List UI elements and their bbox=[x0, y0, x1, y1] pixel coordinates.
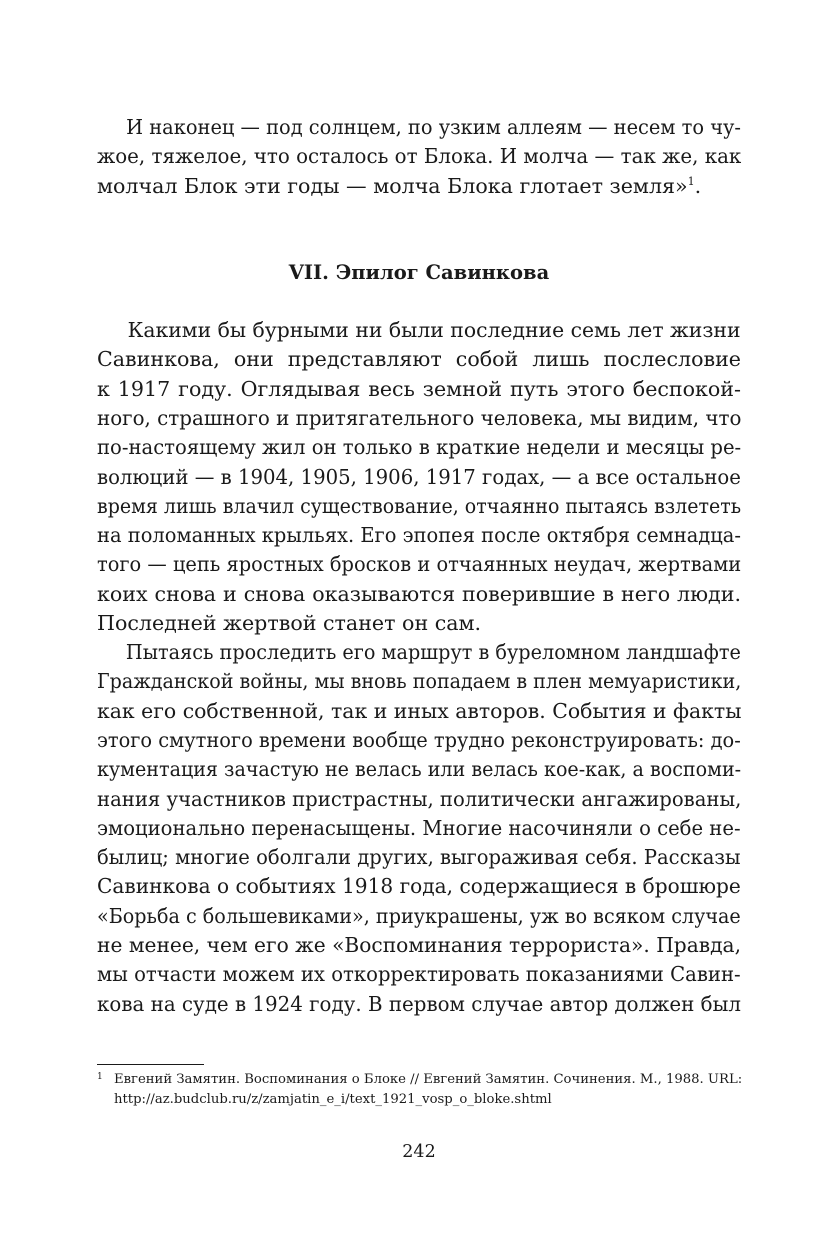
text-line: «Борьба с большевиками», приукрашены, уж во всяком случае bbox=[97, 903, 741, 928]
text-line: молчал Блок эти годы — молча Блока глотает земля» bbox=[97, 173, 688, 198]
text-line: коих снова и снова оказываются поверившие в него люди. bbox=[97, 581, 741, 606]
text-line: кументация зачастую не велась или велась кое-как, а воспоми- bbox=[97, 757, 742, 782]
text-line: жое, тяжелое, что осталось от Блока. И молча — так же, как bbox=[97, 144, 742, 169]
text-line: мы отчасти можем их откорректировать показаниями Савин- bbox=[97, 962, 741, 987]
section-heading: VII. Эпилог Савинкова bbox=[288, 261, 550, 284]
end-punctuation: . bbox=[694, 173, 702, 198]
text-line: к 1917 году. Оглядывая весь земной путь этого беспокой- bbox=[97, 376, 741, 401]
text-line: Гражданской войны, мы вновь попадаем в плен мемуаристики, bbox=[97, 669, 742, 694]
footnote-line bbox=[97, 1090, 741, 1110]
page-number: 242 bbox=[402, 1142, 436, 1162]
text-line: эмоционально перенасыщены. Многие насочиняли о себе не- bbox=[97, 815, 741, 840]
text-line: Последней жертвой станет он сам. bbox=[97, 611, 482, 635]
text-line: того — цепь яростных бросков и отчаянных неудач, жертвами bbox=[97, 552, 742, 577]
text-line: волюций — в 1904, 1905, 1906, 1917 годах, — а все остальное bbox=[97, 464, 741, 489]
footnote-text: Евгений Замятин. Воспоминания о Блоке // Евгений Замятин. Сочинения. М., 1988. URL: bbox=[114, 1072, 743, 1087]
footnote-line bbox=[97, 1070, 741, 1090]
footnote bbox=[97, 1070, 741, 1110]
text-line-with-footnote bbox=[97, 172, 741, 201]
text-line: нания участников пристрастны, политически ангажированы, bbox=[97, 786, 742, 811]
footnote-number: 1 bbox=[97, 1072, 103, 1082]
book-page bbox=[97, 0, 741, 1240]
text-line: И наконец — под солнцем, по узким аллеям — несем то чу- bbox=[126, 115, 741, 139]
text-line: ного, страшного и притягательного человека, мы видим, что bbox=[97, 405, 742, 430]
footnote-reference[interactable]: 1 bbox=[687, 174, 695, 188]
text-line: время лишь влачил существование, отчаянно пытаясь взлететь bbox=[97, 493, 742, 518]
text-line: по-настоящему жил он только в краткие недели и месяцы ре- bbox=[97, 435, 742, 460]
text-line: на поломанных крыльях. Его эпопея после октября семнадца- bbox=[97, 523, 741, 548]
footnote-separator bbox=[97, 1064, 204, 1065]
text-line: Какими бы бурными ни были последние семь лет жизни bbox=[127, 318, 741, 342]
text-line: как его собственной, так и иных авторов. События и факты bbox=[97, 698, 742, 723]
text-line: Пытаясь проследить его маршрут в буреломном ландшафте bbox=[125, 640, 741, 664]
text-line: не менее, чем его же «Воспоминания террориста». Правда, bbox=[97, 933, 742, 957]
text-line: кова на суде в 1924 году. В первом случае автор должен был bbox=[97, 991, 741, 1016]
text-line: былиц; многие оболгали других, выгораживая себя. Рассказы bbox=[97, 845, 741, 870]
text-line: этого смутного времени вообще трудно реконструировать: до- bbox=[97, 727, 741, 752]
text-line: Савинкова о событиях 1918 года, содержащиеся в брошюре bbox=[97, 874, 741, 899]
text-line: Савинкова, они представляют собой лишь послесловие bbox=[97, 347, 741, 372]
footnote-url[interactable]: http://az.budclub.ru/z/zamjatin_e_i/text_1921_vosp_o_bloke.shtml bbox=[114, 1092, 552, 1107]
